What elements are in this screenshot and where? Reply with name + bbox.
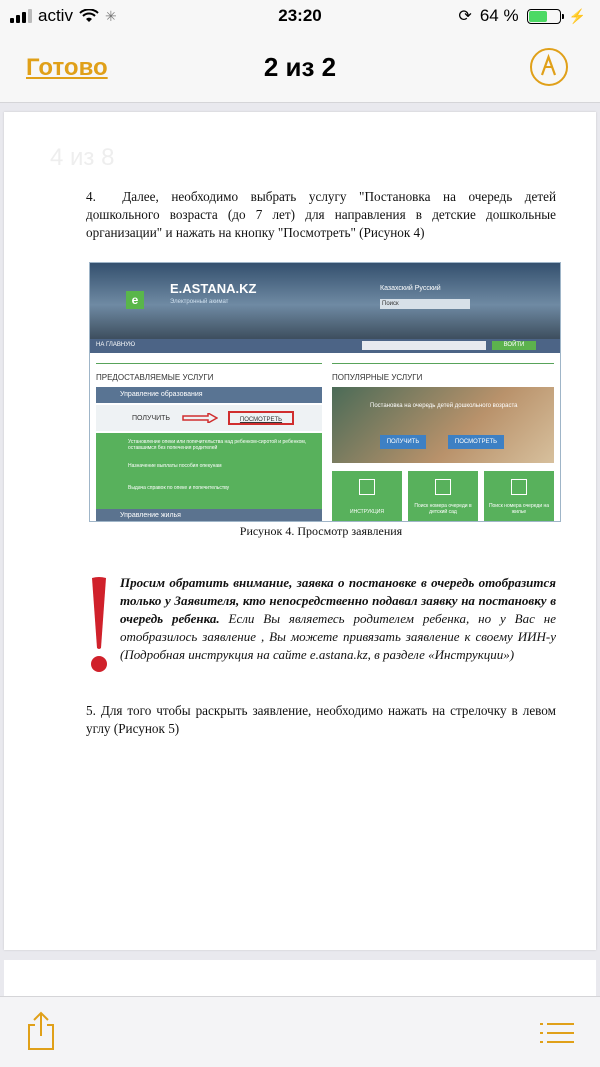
clock: 23:20 [278, 6, 322, 25]
carrier-label: activ [38, 6, 73, 25]
step-4-paragraph: 4. Далее, необходимо выбрать услугу "Постановка на очередь детей дошкольного возраста (до 7 лет) для направления в детские дошкольные организации" и нажать на кнопку "Посмотреть" (Рисунок 4) [86, 189, 556, 240]
house-icon [511, 479, 527, 495]
done-button[interactable]: Готово [26, 54, 108, 81]
markup-pen-icon[interactable] [530, 48, 568, 86]
warning-bold-text: Просим обратить внимание, заявка о постановке в очередь отобразится только у Заявителя, кто непосредственно подавал заявку на постановку в очередь ребенка. [120, 575, 556, 626]
bottom-toolbar [0, 996, 600, 1067]
site-nav [90, 339, 560, 353]
rotation-lock-icon: ⟳ [458, 8, 472, 25]
ghost-page-label: 4 из 8 [50, 144, 115, 171]
brand-subtitle: Электронный акимат [170, 299, 229, 305]
list-icon[interactable] [540, 1021, 574, 1045]
document-page[interactable] [4, 112, 596, 950]
step-5-paragraph: 5. Для того чтобы раскрыть заявление, необходимо нажать на стрелочку в левом углу (Рисунок 5) [86, 703, 556, 736]
charging-icon: ⚡ [568, 7, 586, 24]
logo-e: e [126, 291, 144, 309]
embedded-screenshot [89, 262, 561, 522]
warning-italic-text: Если Вы являетесь родителем ребенка, но у Вас не отобразилось заявление , Вы можете привязать заявление к своему ИИН-у (Подробная инструкция на сайте e.astana.kz, в разделе «Инструкции») [120, 611, 557, 662]
site-search: Поиск [380, 299, 470, 309]
page-counter-title: 2 из 2 [263, 52, 337, 82]
nav-bar [0, 34, 600, 103]
popular-service-title: Постановка на очередь детей дошкольного возраста [370, 403, 518, 409]
brand-name: E.ASTANA.KZ [170, 281, 257, 296]
tile-instruction: ИНСТРУКЦИЯ [332, 471, 402, 521]
language-links: Казахский Русский [380, 285, 441, 292]
warning-note [120, 574, 556, 664]
home-link: НА ГЛАВНУЮ [96, 342, 136, 348]
green-item: Выдача справок по опеке и попечительству [128, 485, 230, 491]
popular-get-button: ПОЛУЧИТЬ [380, 435, 426, 449]
view-button-highlighted: ПОСМОТРЕТЬ [228, 411, 294, 425]
services-heading: ПРЕДОСТАВЛЯЕМЫЕ УСЛУГИ [96, 373, 214, 382]
city-banner [90, 263, 560, 339]
popular-service-image [332, 387, 554, 463]
figure-caption: Рисунок 4. Просмотр заявления [239, 524, 403, 538]
divider [332, 363, 554, 364]
share-icon[interactable] [24, 1011, 58, 1051]
status-bar [0, 0, 600, 34]
green-item: Назначение выплаты пособия опекунам [128, 463, 222, 469]
login-button: ВОЙТИ [492, 341, 536, 350]
tile-kindergarten: Поиск номера очереди в детский сад [408, 471, 478, 521]
login-field [362, 341, 486, 350]
battery-icon [527, 9, 561, 24]
green-item: Установление опеки или попечительства над ребенком-сиротой и ребенком, оставшимся без попечения родителей [128, 439, 307, 451]
housing-section: Управление жилья [96, 509, 322, 522]
cube-icon [435, 479, 451, 495]
exclamation-icon [84, 576, 114, 676]
red-arrow-icon [182, 413, 218, 423]
activity-icon: ✳ [104, 7, 117, 24]
education-section: Управление образования [96, 387, 322, 403]
document-icon [359, 479, 375, 495]
divider [96, 363, 322, 364]
battery-percent: 64 % [479, 6, 519, 25]
tile-housing: Поиск номера очереди на жилье [484, 471, 554, 521]
popular-heading: ПОПУЛЯРНЫЕ УСЛУГИ [332, 373, 423, 382]
popular-view-button: ПОСМОТРЕТЬ [448, 435, 504, 449]
get-label: ПОЛУЧИТЬ [132, 415, 171, 422]
